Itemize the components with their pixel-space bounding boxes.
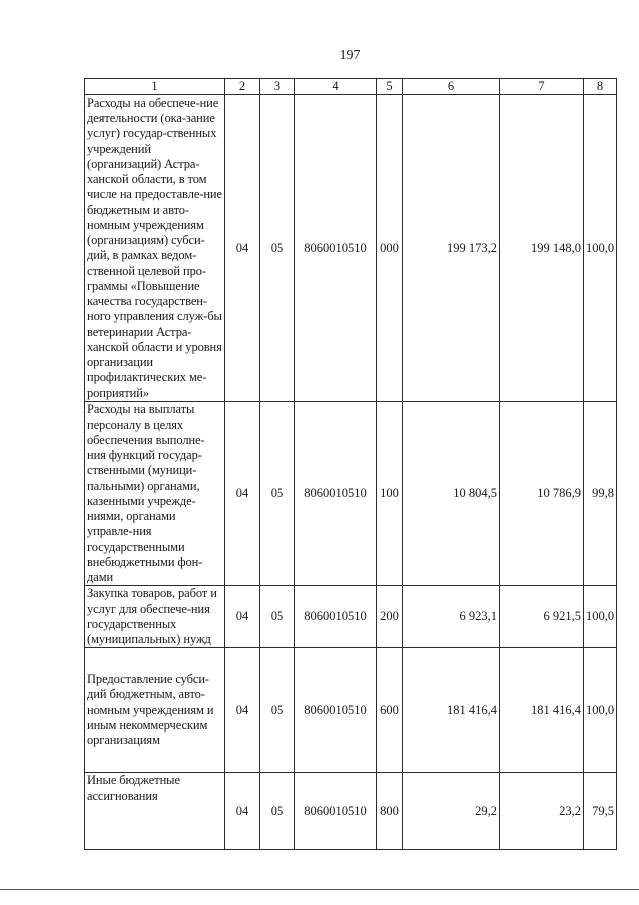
expense-type-code: 800 bbox=[377, 773, 403, 850]
column-header: 5 bbox=[377, 79, 403, 95]
target-item-code: 8060010510 bbox=[295, 773, 377, 850]
page-number: 197 bbox=[339, 48, 361, 63]
executed-amount: 181 416,4 bbox=[500, 648, 584, 773]
executed-amount: 6 921,5 bbox=[500, 586, 584, 648]
column-header: 4 bbox=[295, 79, 377, 95]
expense-description: Предоставление субси-дий бюджетным, авто-номным учреждениям и иным некоммерческим организациям bbox=[85, 648, 225, 773]
section-code: 04 bbox=[225, 402, 260, 586]
table-row bbox=[85, 586, 617, 648]
planned-amount: 181 416,4 bbox=[403, 648, 500, 773]
subsection-code: 05 bbox=[260, 773, 295, 850]
section-code: 04 bbox=[225, 586, 260, 648]
expense-description: Закупка товаров, работ и услуг для обеспече-ния государственных (муниципальных) нужд bbox=[85, 586, 225, 648]
subsection-code: 05 bbox=[260, 586, 295, 648]
expense-type-code: 000 bbox=[377, 95, 403, 402]
target-item-code: 8060010510 bbox=[295, 95, 377, 402]
table-row bbox=[85, 402, 617, 586]
column-header: 7 bbox=[500, 79, 584, 95]
execution-percent: 79,5 bbox=[584, 773, 617, 850]
execution-percent: 100,0 bbox=[584, 586, 617, 648]
section-code: 04 bbox=[225, 95, 260, 402]
expense-description: Расходы на обеспече-ние деятельности (ока-зание услуг) государ-ственных учреждений (организаций) Астра-ханской области, в том числе на предоставле-ние бюджетным и авто-номным учреждениям (организациям) субси-дий, в рамках ведом-ственной целевой про-граммы «Повышение качества государствен-ного управления служ-бы ветеринарии Астра-ханской области и уровня организации профилактических ме-роприятий» bbox=[85, 95, 225, 402]
planned-amount: 29,2 bbox=[403, 773, 500, 850]
budget-table bbox=[84, 78, 617, 850]
subsection-code: 05 bbox=[260, 648, 295, 773]
table-row bbox=[85, 95, 617, 402]
executed-amount: 10 786,9 bbox=[500, 402, 584, 586]
planned-amount: 6 923,1 bbox=[403, 586, 500, 648]
section-code: 04 bbox=[225, 648, 260, 773]
target-item-code: 8060010510 bbox=[295, 402, 377, 586]
expense-description: Иные бюджетные ассигнования bbox=[85, 773, 225, 850]
column-header: 3 bbox=[260, 79, 295, 95]
column-header: 8 bbox=[584, 79, 617, 95]
target-item-code: 8060010510 bbox=[295, 586, 377, 648]
planned-amount: 199 173,2 bbox=[403, 95, 500, 402]
section-code: 04 bbox=[225, 773, 260, 850]
subsection-code: 05 bbox=[260, 402, 295, 586]
executed-amount: 199 148,0 bbox=[500, 95, 584, 402]
bottom-divider bbox=[0, 889, 639, 890]
column-header: 2 bbox=[225, 79, 260, 95]
table-row bbox=[85, 773, 617, 850]
expense-type-code: 100 bbox=[377, 402, 403, 586]
target-item-code: 8060010510 bbox=[295, 648, 377, 773]
table-header-row bbox=[85, 79, 617, 95]
execution-percent: 99,8 bbox=[584, 402, 617, 586]
expense-type-code: 600 bbox=[377, 648, 403, 773]
table-row bbox=[85, 648, 617, 773]
expense-description: Расходы на выплаты персоналу в целях обеспечения выполне-ния функций государ-ственными (муници-пальными) органами, казенными учрежде-ниями, органами управле-ния государственными внебюджетными фон-дами bbox=[85, 402, 225, 586]
subsection-code: 05 bbox=[260, 95, 295, 402]
column-header: 6 bbox=[403, 79, 500, 95]
execution-percent: 100,0 bbox=[584, 648, 617, 773]
execution-percent: 100,0 bbox=[584, 95, 617, 402]
executed-amount: 23,2 bbox=[500, 773, 584, 850]
planned-amount: 10 804,5 bbox=[403, 402, 500, 586]
expense-type-code: 200 bbox=[377, 586, 403, 648]
column-header: 1 bbox=[85, 79, 225, 95]
